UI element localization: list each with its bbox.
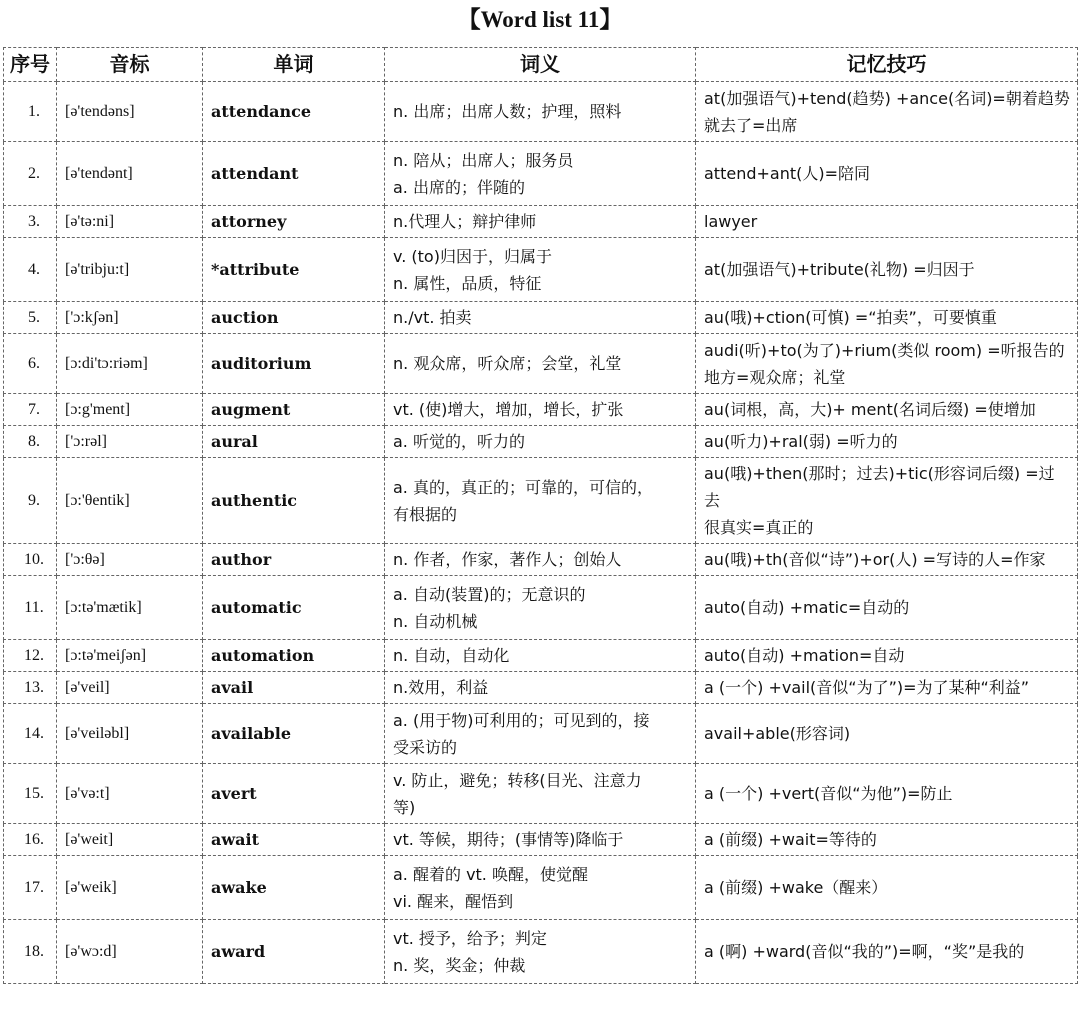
row-memory-tip bbox=[696, 576, 1078, 640]
row-number: 11. bbox=[4, 576, 57, 640]
row-memory-tip bbox=[696, 82, 1078, 142]
row-number: 13. bbox=[4, 672, 57, 704]
row-meaning bbox=[385, 458, 696, 544]
meaning-line: vi. 醒来，醒悟到 bbox=[393, 891, 514, 911]
row-phonetic: [ə'veiləbl] bbox=[57, 704, 203, 764]
meaning-line: n. 出席；出席人数；护理，照料 bbox=[393, 102, 622, 121]
row-phonetic: [ɔ:g'ment] bbox=[57, 394, 203, 426]
meaning-line: vt. 等候，期待；(事情等)降临于 bbox=[393, 830, 624, 849]
row-phonetic: [ə'weit] bbox=[57, 824, 203, 856]
table-row bbox=[4, 640, 1078, 672]
tip-line: audi(听)+to(为了)+rium(类似 room) =听报告的 bbox=[704, 340, 1065, 360]
header-meaning: 词义 bbox=[385, 48, 696, 82]
tip-line: 地方=观众席；礼堂 bbox=[704, 367, 846, 387]
row-meaning bbox=[385, 238, 696, 302]
row-memory-tip bbox=[696, 704, 1078, 764]
table-body bbox=[4, 82, 1078, 984]
row-word: automatic bbox=[203, 576, 385, 640]
meaning-line: n. 奖，奖金；仲裁 bbox=[393, 955, 526, 975]
meaning-line: n.效用，利益 bbox=[393, 678, 489, 697]
row-phonetic: ['ɔ:θə] bbox=[57, 544, 203, 576]
tip-line: au(哦)+ction(可慎) =“拍卖”，可要慎重 bbox=[704, 308, 997, 327]
tip-line: 很真实=真正的 bbox=[704, 518, 814, 537]
row-memory-tip bbox=[696, 672, 1078, 704]
tip-line: a (前缀) +wake（醒来） bbox=[704, 878, 888, 897]
row-meaning bbox=[385, 82, 696, 142]
tip-line: a (一个) +vert(音似“为他”)=防止 bbox=[704, 784, 953, 803]
row-phonetic: [ə'və:t] bbox=[57, 764, 203, 824]
meaning-line: n./vt. 拍卖 bbox=[393, 308, 472, 327]
table-row bbox=[4, 544, 1078, 576]
row-number: 16. bbox=[4, 824, 57, 856]
row-memory-tip bbox=[696, 824, 1078, 856]
row-meaning bbox=[385, 672, 696, 704]
table-row bbox=[4, 426, 1078, 458]
row-meaning bbox=[385, 426, 696, 458]
row-memory-tip bbox=[696, 920, 1078, 984]
row-number: 3. bbox=[4, 206, 57, 238]
row-word: await bbox=[203, 824, 385, 856]
meaning-line: n. 自动机械 bbox=[393, 611, 478, 631]
row-memory-tip bbox=[696, 856, 1078, 920]
table-row bbox=[4, 764, 1078, 824]
row-memory-tip bbox=[696, 394, 1078, 426]
tip-line: au(哦)+th(音似“诗”)+or(人) =写诗的人=作家 bbox=[704, 550, 1046, 569]
row-memory-tip bbox=[696, 640, 1078, 672]
row-meaning bbox=[385, 824, 696, 856]
tip-line: at(加强语气)+tribute(礼物) =归因于 bbox=[704, 260, 975, 279]
row-phonetic: [ə'tə:ni] bbox=[57, 206, 203, 238]
row-phonetic: [ə'tendənt] bbox=[57, 142, 203, 206]
row-word: auction bbox=[203, 302, 385, 334]
meaning-line: n. 观众席，听众席；会堂，礼堂 bbox=[393, 354, 622, 373]
meaning-line: a. 出席的；伴随的 bbox=[393, 177, 525, 197]
meaning-line: n. 属性，品质，特征 bbox=[393, 273, 542, 293]
row-word: attendance bbox=[203, 82, 385, 142]
row-meaning bbox=[385, 206, 696, 238]
row-memory-tip bbox=[696, 142, 1078, 206]
table-row bbox=[4, 458, 1078, 544]
row-meaning bbox=[385, 856, 696, 920]
tip-line: at(加强语气)+tend(趋势) +ance(名词)=朝着趋势 bbox=[704, 88, 1070, 108]
row-number: 1. bbox=[4, 82, 57, 142]
table-row bbox=[4, 920, 1078, 984]
row-phonetic: [ɔ:tə'meiʃən] bbox=[57, 640, 203, 672]
row-word: attendant bbox=[203, 142, 385, 206]
meaning-line: vt. 授予，给予；判定 bbox=[393, 928, 547, 948]
row-meaning bbox=[385, 302, 696, 334]
row-word: available bbox=[203, 704, 385, 764]
row-phonetic: [ɔ:tə'mætik] bbox=[57, 576, 203, 640]
row-word: avert bbox=[203, 764, 385, 824]
page-title: 【Word list 11】 bbox=[457, 7, 623, 32]
row-word: automation bbox=[203, 640, 385, 672]
meaning-line: n.代理人；辩护律师 bbox=[393, 212, 537, 231]
row-meaning bbox=[385, 920, 696, 984]
row-phonetic: ['ɔ:rəl] bbox=[57, 426, 203, 458]
tip-line: a (一个) +vail(音似“为了”)=为了某种“利益” bbox=[704, 678, 1030, 697]
row-number: 14. bbox=[4, 704, 57, 764]
row-meaning bbox=[385, 334, 696, 394]
table-row bbox=[4, 334, 1078, 394]
row-word: avail bbox=[203, 672, 385, 704]
tip-line: attend+ant(人)=陪同 bbox=[704, 164, 871, 183]
row-meaning bbox=[385, 142, 696, 206]
row-word: attorney bbox=[203, 206, 385, 238]
tip-line: 就去了=出席 bbox=[704, 115, 798, 135]
row-word: auditorium bbox=[203, 334, 385, 394]
meaning-line: n. 陪从；出席人；服务员 bbox=[393, 150, 574, 170]
row-number: 12. bbox=[4, 640, 57, 672]
meaning-line: vt. (使)增大，增加，增长，扩张 bbox=[393, 400, 624, 419]
row-word: aural bbox=[203, 426, 385, 458]
header-phonetic: 音标 bbox=[57, 48, 203, 82]
row-meaning bbox=[385, 764, 696, 824]
row-number: 4. bbox=[4, 238, 57, 302]
tip-line: auto(自动) +matic=自动的 bbox=[704, 598, 910, 617]
row-word: authentic bbox=[203, 458, 385, 544]
meaning-line: v. (to)归因于，归属于 bbox=[393, 246, 552, 266]
table-row bbox=[4, 238, 1078, 302]
meaning-line: 有根据的 bbox=[393, 504, 458, 524]
row-phonetic: [ɔ:'θentik] bbox=[57, 458, 203, 544]
row-number: 8. bbox=[4, 426, 57, 458]
table-row bbox=[4, 576, 1078, 640]
row-word: *attribute bbox=[203, 238, 385, 302]
row-meaning bbox=[385, 576, 696, 640]
row-phonetic: [ə'tendəns] bbox=[57, 82, 203, 142]
table-row bbox=[4, 394, 1078, 426]
row-memory-tip bbox=[696, 544, 1078, 576]
tip-line: 去 bbox=[704, 491, 721, 510]
row-phonetic: [ə'weik] bbox=[57, 856, 203, 920]
row-word: award bbox=[203, 920, 385, 984]
meaning-line: n. 作者，作家，著作人；创始人 bbox=[393, 550, 622, 569]
tip-line: a (前缀) +wait=等待的 bbox=[704, 830, 877, 849]
row-meaning bbox=[385, 544, 696, 576]
meaning-line: a. (用于物)可利用的；可见到的，接 bbox=[393, 710, 650, 730]
table-row bbox=[4, 82, 1078, 142]
row-phonetic: ['ɔ:kʃən] bbox=[57, 302, 203, 334]
tip-line: au(听力)+ral(弱) =听力的 bbox=[704, 432, 898, 451]
tip-line: a (啊) +ward(音似“我的”)=啊，“奖”是我的 bbox=[704, 942, 1025, 961]
row-word: augment bbox=[203, 394, 385, 426]
header-word: 单词 bbox=[203, 48, 385, 82]
table-row bbox=[4, 824, 1078, 856]
meaning-line: a. 听觉的，听力的 bbox=[393, 432, 525, 451]
row-phonetic: [ə'tribju:t] bbox=[57, 238, 203, 302]
row-memory-tip bbox=[696, 426, 1078, 458]
table-row bbox=[4, 672, 1078, 704]
row-meaning bbox=[385, 394, 696, 426]
header-memory-tip: 记忆技巧 bbox=[696, 48, 1078, 82]
meaning-line: n. 自动，自动化 bbox=[393, 646, 510, 665]
word-list-table bbox=[3, 47, 1078, 984]
meaning-line: a. 真的，真正的；可靠的，可信的， bbox=[393, 477, 653, 497]
table-row bbox=[4, 142, 1078, 206]
tip-line: avail+able(形容词) bbox=[704, 724, 851, 743]
row-memory-tip bbox=[696, 334, 1078, 394]
meaning-line: a. 醒着的 vt. 唤醒，使觉醒 bbox=[393, 864, 588, 884]
row-number: 18. bbox=[4, 920, 57, 984]
row-word: author bbox=[203, 544, 385, 576]
tip-line: lawyer bbox=[704, 212, 758, 231]
row-phonetic: [ə'veil] bbox=[57, 672, 203, 704]
tip-line: au(词根，高，大)+ ment(名词后缀) =使增加 bbox=[704, 400, 1036, 419]
row-memory-tip bbox=[696, 206, 1078, 238]
table-row bbox=[4, 704, 1078, 764]
row-number: 6. bbox=[4, 334, 57, 394]
header-number: 序号 bbox=[4, 48, 57, 82]
tip-line: au(哦)+then(那时；过去)+tic(形容词后缀) =过 bbox=[704, 464, 1055, 483]
row-number: 17. bbox=[4, 856, 57, 920]
row-number: 10. bbox=[4, 544, 57, 576]
row-memory-tip bbox=[696, 458, 1078, 544]
row-meaning bbox=[385, 640, 696, 672]
table-row bbox=[4, 206, 1078, 238]
table-row bbox=[4, 302, 1078, 334]
row-number: 2. bbox=[4, 142, 57, 206]
row-phonetic: [ə'wɔ:d] bbox=[57, 920, 203, 984]
row-phonetic: [ɔ:di'tɔ:riəm] bbox=[57, 334, 203, 394]
row-memory-tip bbox=[696, 764, 1078, 824]
row-number: 7. bbox=[4, 394, 57, 426]
tip-line: auto(自动) +mation=自动 bbox=[704, 646, 905, 665]
row-number: 9. bbox=[4, 458, 57, 544]
row-memory-tip bbox=[696, 238, 1078, 302]
meaning-line: 受采访的 bbox=[393, 737, 458, 757]
row-meaning bbox=[385, 704, 696, 764]
table-header-row bbox=[4, 48, 1078, 82]
row-number: 15. bbox=[4, 764, 57, 824]
row-word: awake bbox=[203, 856, 385, 920]
row-memory-tip bbox=[696, 302, 1078, 334]
meaning-line: a. 自动(装置)的；无意识的 bbox=[393, 584, 586, 604]
table-row bbox=[4, 856, 1078, 920]
meaning-line: v. 防止，避免；转移(目光、注意力 bbox=[393, 770, 642, 790]
row-number: 5. bbox=[4, 302, 57, 334]
meaning-line: 等) bbox=[393, 797, 416, 817]
